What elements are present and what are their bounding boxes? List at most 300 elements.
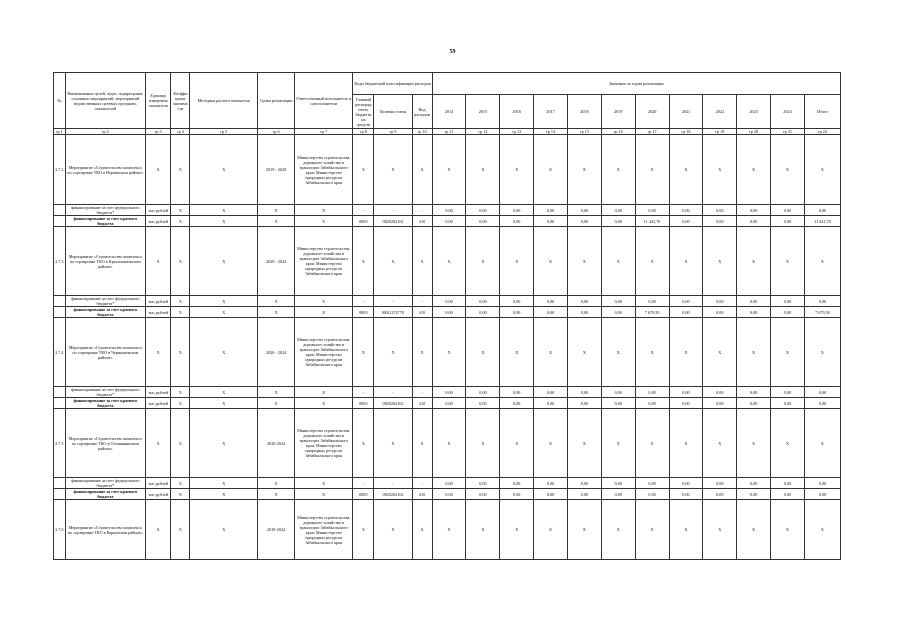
funding-value: 0,00 [804,398,840,409]
funding-value: 0,00 [500,205,534,216]
x-mark: X [567,409,601,478]
funding-value: 0,00 [567,216,601,227]
funding-value: 0,00 [703,387,737,398]
funding-unit: тыс.рублей [146,296,171,307]
x-mark: X [703,318,737,387]
funding-value: 0,00 [500,296,534,307]
activity-number: 2.7.4 [54,318,66,387]
activity-terms: 2020-2024 [258,409,295,478]
grbs-code: 0805 [353,307,374,318]
federal-funding-row [54,205,841,216]
x-mark: X [771,227,805,296]
x-mark: X [171,409,190,478]
funding-value: 0,00 [635,387,669,398]
column-number: гр 17 [635,129,669,135]
x-mark: X [190,216,258,227]
x-mark: X [500,318,534,387]
x-mark: X [258,387,295,398]
funding-unit: тыс.рублей [146,489,171,500]
funding-value: 0,00 [567,307,601,318]
funding-value: 0,00 [567,398,601,409]
csr-code: 0820204102 [374,489,412,500]
activity-number: 2.7.6 [54,500,66,560]
activity-terms: 2019 - 2020 [258,135,295,205]
funding-value: 0,00 [432,296,466,307]
funding-value: 0,00 [635,296,669,307]
year-header: 2022 [703,95,737,129]
col-num-header: № [54,73,66,129]
x-mark: X [171,227,190,296]
funding-value: 0,00 [466,387,500,398]
funding-value: 0,00 [703,489,737,500]
x-mark: X [500,409,534,478]
x-mark: X [374,409,412,478]
x-mark: X [190,135,258,205]
dash-mark: - [374,387,412,398]
vr-code: 410 [412,307,432,318]
funding-value: 0,00 [500,478,534,489]
funding-value: 0,00 [601,307,635,318]
funding-value: 0,00 [466,307,500,318]
x-mark: X [534,227,568,296]
x-mark: X [146,135,171,205]
funding-value: 0,00 [669,387,703,398]
dash-mark: - [353,205,374,216]
x-mark: X [190,227,258,296]
x-mark: X [171,398,190,409]
x-mark: X [804,135,840,205]
x-mark: X [171,489,190,500]
x-mark: X [171,318,190,387]
funding-value: 0,00 [635,478,669,489]
column-number: гр 6 [258,129,295,135]
col-terms-header: Сроки реализации [258,73,295,129]
funding-value: 0,00 [737,205,771,216]
x-mark: X [171,478,190,489]
x-mark: X [635,318,669,387]
x-mark: X [534,500,568,560]
x-mark: X [466,135,500,205]
vr-code: 410 [412,398,432,409]
funding-value: 7 679,50 [804,307,840,318]
funding-value: 0,00 [534,216,568,227]
funding-value: 0,00 [635,489,669,500]
x-mark: X [737,135,771,205]
x-mark: X [635,227,669,296]
funding-value: 0,00 [466,478,500,489]
year-header: 2015 [466,95,500,129]
financing-table [53,72,841,560]
column-number: гр 20 [737,129,771,135]
x-mark: X [601,409,635,478]
column-number: гр 1 [54,129,66,135]
column-number: гр 7 [295,129,353,135]
x-mark: X [635,135,669,205]
dash-mark: - [353,296,374,307]
x-mark: X [353,227,374,296]
x-mark: X [190,296,258,307]
column-number: гр 8 [353,129,374,135]
x-mark: X [353,500,374,560]
funding-value: 0,00 [500,307,534,318]
activity-terms: 2020 - 2024 [258,227,295,296]
activity-row [54,500,841,560]
x-mark: X [190,409,258,478]
funding-value: 0,00 [669,307,703,318]
col-method-header: Методика расчета показателя [190,73,258,129]
empty-cell [54,216,66,227]
x-mark: X [190,478,258,489]
column-number: гр 13 [500,129,534,135]
activity-executor: Министерство строительства, дорожного хозяйства и транспорта Забайкальского края; Министерство природных ресурсов Забайкальского края [295,500,353,560]
csr-code: 082G274770 [374,307,412,318]
funding-value: 0,00 [601,489,635,500]
funding-value: 0,00 [771,478,805,489]
funding-value: 0,00 [601,296,635,307]
funding-value: 0,00 [567,387,601,398]
values-header: Значения по годам реализации [432,73,840,95]
x-mark: X [534,409,568,478]
x-mark: X [190,500,258,560]
funding-value: 0,00 [804,296,840,307]
x-mark: X [353,135,374,205]
dash-mark: - [353,387,374,398]
funding-value: 0,00 [534,307,568,318]
codes-header: Коды бюджетной классификации расходов [353,73,432,95]
dash-mark: - [412,387,432,398]
x-mark: X [258,205,295,216]
column-number: гр 10 [412,129,432,135]
page-number: 59 [449,49,456,55]
x-mark: X [146,318,171,387]
x-mark: X [669,409,703,478]
funding-value: 0,00 [703,296,737,307]
x-mark: X [432,409,466,478]
x-mark: X [771,135,805,205]
dash-mark: - [353,478,374,489]
activity-title: Мероприятие «Строительство комплекса по сортировке ТКО в Карымском районе» [65,500,145,560]
funding-value: 0,00 [534,489,568,500]
x-mark: X [412,318,432,387]
x-mark: X [567,135,601,205]
x-mark: X [804,500,840,560]
funding-value: 0,00 [737,296,771,307]
x-mark: X [146,500,171,560]
grbs-code: 0805 [353,216,374,227]
header-row-1 [54,73,841,95]
funding-value: 0,00 [567,205,601,216]
column-number: гр 11 [432,129,466,135]
x-mark: X [567,500,601,560]
x-mark: X [295,398,353,409]
funding-value: 0,00 [500,398,534,409]
x-mark: X [412,135,432,205]
x-mark: X [804,227,840,296]
activity-row [54,135,841,205]
x-mark: X [190,307,258,318]
funding-value: 0,00 [804,489,840,500]
funding-value: 0,00 [534,478,568,489]
funding-value: 0,00 [567,478,601,489]
activity-executor: Министерство строительства, дорожного хозяйства и транспорта Забайкальского края; Министерство природных ресурсов Забайкальского края [295,409,353,478]
funding-value: 0,00 [466,398,500,409]
funding-value: 0,00 [669,478,703,489]
funding-unit: тыс.рублей [146,478,171,489]
x-mark: X [669,318,703,387]
funding-value: 0,00 [466,296,500,307]
column-number: гр 15 [567,129,601,135]
column-number: гр 12 [466,129,500,135]
funding-value: 0,00 [567,296,601,307]
activity-number: 2.7.2 [54,135,66,205]
funding-value: 11 441,70 [804,216,840,227]
funding-value: 0,00 [601,205,635,216]
x-mark: X [258,307,295,318]
csr-header: Целевая статья [374,95,412,129]
funding-value: 0,00 [804,478,840,489]
funding-label: финансирование за счет федерального бюджета* [65,205,145,216]
x-mark: X [466,318,500,387]
dash-mark: - [412,478,432,489]
x-mark: X [295,296,353,307]
funding-value: 0,00 [466,216,500,227]
empty-cell [54,387,66,398]
x-mark: X [374,227,412,296]
x-mark: X [601,318,635,387]
funding-value: 0,00 [771,205,805,216]
funding-value: 0,00 [669,216,703,227]
funding-value: 0,00 [534,398,568,409]
year-header: 2021 [669,95,703,129]
x-mark: X [771,409,805,478]
x-mark: X [190,205,258,216]
funding-label: финансирование за счет федерального бюджета* [65,478,145,489]
year-header: 2014 [432,95,466,129]
empty-cell [54,307,66,318]
csr-code: 0820204102 [374,398,412,409]
x-mark: X [601,227,635,296]
funding-value: 0,00 [432,478,466,489]
x-mark: X [567,318,601,387]
funding-value: 0,00 [771,489,805,500]
funding-value: 0,00 [771,398,805,409]
x-mark: X [804,318,840,387]
funding-label: финансирование за счет краевого бюджета [65,398,145,409]
funding-value: 0,00 [534,387,568,398]
x-mark: X [171,296,190,307]
x-mark: X [412,409,432,478]
dash-mark: - [374,296,412,307]
column-number: гр 21 [771,129,805,135]
activity-number: 2.7.5 [54,409,66,478]
x-mark: X [374,135,412,205]
year-header: 2023 [737,95,771,129]
funding-unit: тыс.рублей [146,398,171,409]
funding-value: 0,00 [601,216,635,227]
vr-code: 410 [412,489,432,500]
funding-value: 0,00 [737,478,771,489]
year-header: 2018 [567,95,601,129]
x-mark: X [601,135,635,205]
x-mark: X [703,227,737,296]
funding-value: 0,00 [601,478,635,489]
x-mark: X [703,135,737,205]
grbs-header: Главный распорядитель бюджетных средств [353,95,374,129]
dash-mark: - [374,205,412,216]
funding-label: финансирование за счет краевого бюджета [65,216,145,227]
x-mark: X [500,500,534,560]
activity-row [54,409,841,478]
x-mark: X [146,227,171,296]
activity-terms: 2019-2024 [258,500,295,560]
funding-value: 0,00 [669,205,703,216]
x-mark: X [804,409,840,478]
dash-mark: - [374,478,412,489]
activity-title: Мероприятие «Строительство комплекса по сортировке ТКО в Нерчинском районе» [65,135,145,205]
funding-value: 0,00 [703,398,737,409]
regional-funding-row [54,489,841,500]
x-mark: X [190,489,258,500]
x-mark: X [534,318,568,387]
x-mark: X [295,307,353,318]
column-number: гр 4 [171,129,190,135]
activity-title: Мероприятие «Строительство комплекса по сортировке ТКО в Оловяннинском районе» [65,409,145,478]
x-mark: X [295,489,353,500]
column-number: гр 16 [601,129,635,135]
federal-funding-row [54,387,841,398]
regional-funding-row [54,398,841,409]
x-mark: X [466,227,500,296]
x-mark: X [374,318,412,387]
federal-funding-row [54,478,841,489]
funding-value: 0,00 [635,398,669,409]
funding-value: 0,00 [534,296,568,307]
funding-value: 0,00 [669,296,703,307]
funding-value: 0,00 [432,398,466,409]
x-mark: X [466,500,500,560]
activity-executor: Министерство строительства, дорожного хозяйства и транспорта Забайкальского края; Министерство природных ресурсов Забайкальского края [295,135,353,205]
funding-label: финансирование за счет краевого бюджета [65,489,145,500]
column-number: гр 18 [669,129,703,135]
funding-unit: тыс.рублей [146,216,171,227]
x-mark: X [146,409,171,478]
funding-value: 0,00 [635,205,669,216]
funding-value: 0,00 [771,307,805,318]
funding-value: 0,00 [534,205,568,216]
vr-header: Вид расходов [412,95,432,129]
col-name-header: Наименование целей, задач, подпрограмм, основных мероприятий, мероприятий ведомственных целевых программ, показателей [65,73,145,129]
funding-value: 0,00 [737,307,771,318]
table-body [54,73,841,560]
funding-value: 0,00 [567,489,601,500]
x-mark: X [171,216,190,227]
csr-code: 0820204102 [374,216,412,227]
column-number: гр 2 [65,129,145,135]
x-mark: X [703,409,737,478]
activity-terms: 2020 - 2024 [258,318,295,387]
empty-cell [54,398,66,409]
empty-cell [54,489,66,500]
funding-unit: тыс.рублей [146,387,171,398]
funding-value: 0,00 [669,489,703,500]
x-mark: X [669,135,703,205]
year-header: 2019 [601,95,635,129]
funding-value: 0,00 [737,387,771,398]
activity-row [54,318,841,387]
funding-value: 0,00 [500,387,534,398]
funding-value: 0,00 [669,398,703,409]
activity-row [54,227,841,296]
x-mark: X [737,318,771,387]
year-header: 2024 [771,95,805,129]
funding-value: 0,00 [804,387,840,398]
x-mark: X [171,500,190,560]
activity-executor: Министерство строительства, дорожного хозяйства и транспорта Забайкальского края; Министерство природных ресурсов Забайкальского края [295,318,353,387]
funding-value: 0,00 [737,216,771,227]
x-mark: X [466,409,500,478]
dash-mark: - [412,296,432,307]
funding-value: 0,00 [500,216,534,227]
funding-value: 7 679,50 [635,307,669,318]
year-header: 2020 [635,95,669,129]
activity-executor: Министерство строительства, дорожного хозяйства и транспорта Забайкальского края; Министерство природных ресурсов Забайкальского края [295,227,353,296]
x-mark: X [258,489,295,500]
x-mark: X [737,227,771,296]
funding-value: 0,00 [500,489,534,500]
activity-number: 2.7.3 [54,227,66,296]
x-mark: X [737,409,771,478]
x-mark: X [432,227,466,296]
x-mark: X [601,500,635,560]
x-mark: X [432,135,466,205]
x-mark: X [171,135,190,205]
funding-value: 0,00 [432,205,466,216]
x-mark: X [258,296,295,307]
x-mark: X [635,500,669,560]
dash-mark: - [412,205,432,216]
col-unit-header: Единица измерения показателя [146,73,171,129]
x-mark: X [190,318,258,387]
x-mark: X [534,135,568,205]
funding-value: 0,00 [771,387,805,398]
funding-unit: тыс.рублей [146,205,171,216]
regional-funding-row [54,216,841,227]
x-mark: X [295,478,353,489]
x-mark: X [412,500,432,560]
x-mark: X [737,500,771,560]
x-mark: X [258,478,295,489]
x-mark: X [171,205,190,216]
column-number: гр 5 [190,129,258,135]
funding-value: 11 441,70 [635,216,669,227]
col-exec-header: Ответственный исполнитель и соисполнители [295,73,353,129]
grbs-code: 0805 [353,398,374,409]
funding-value: 0,00 [703,478,737,489]
x-mark: X [412,227,432,296]
funding-value: 0,00 [601,398,635,409]
activity-title: Мероприятие «Строительство комплекса по сортировке ТКО в Чернышевском районе» [65,318,145,387]
col-coef-header: Коэффициент значимости [171,73,190,129]
column-number: гр 3 [146,129,171,135]
x-mark: X [353,318,374,387]
x-mark: X [190,387,258,398]
funding-value: 0,00 [466,205,500,216]
x-mark: X [669,227,703,296]
funding-label: финансирование за счет краевого бюджета [65,307,145,318]
x-mark: X [567,227,601,296]
empty-cell [54,205,66,216]
funding-value: 0,00 [771,296,805,307]
